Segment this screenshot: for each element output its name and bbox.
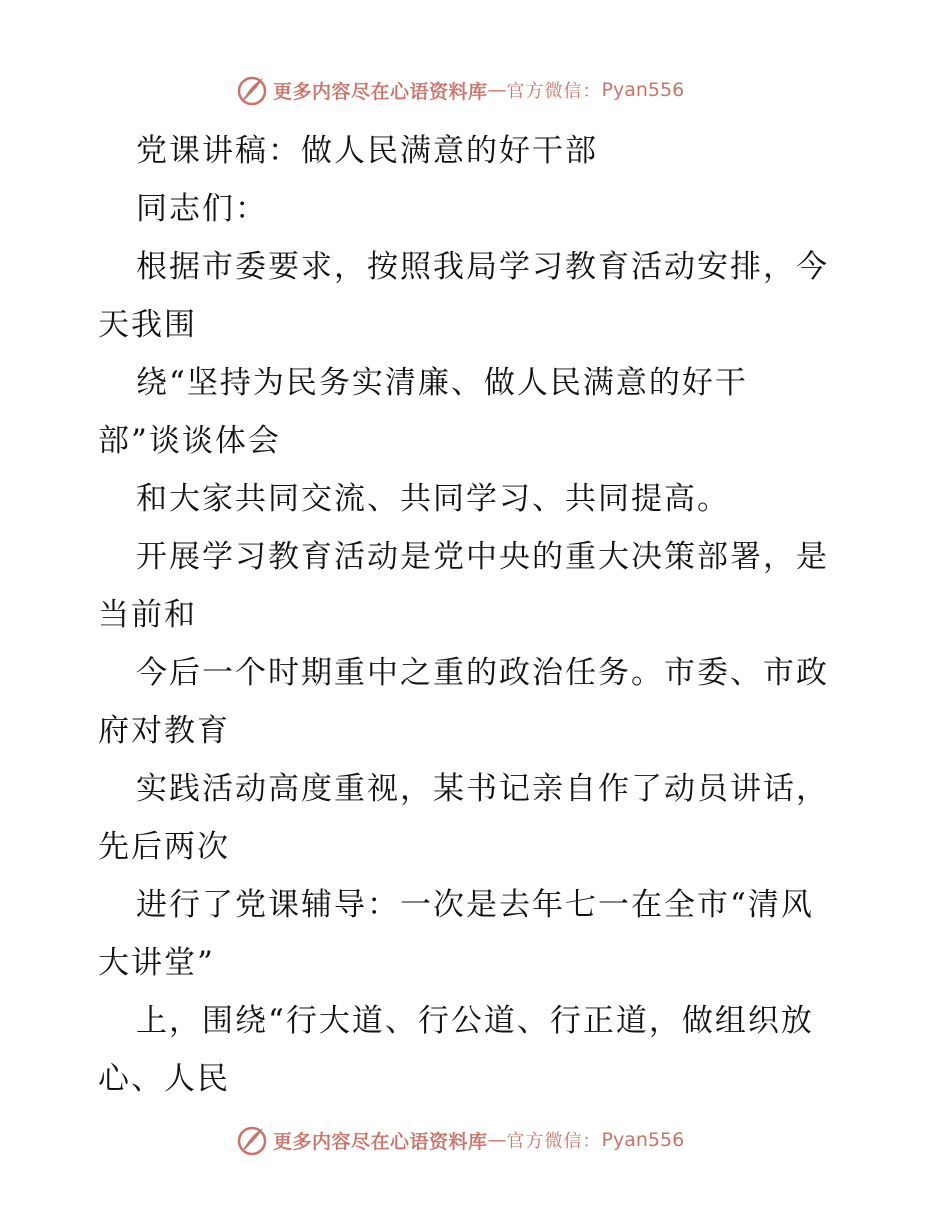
text-line: 根据市委要求，按照我局学习教育活动安排，今 bbox=[136, 249, 829, 285]
footer-watermark bbox=[235, 1122, 684, 1158]
watermark-text: 更多内容尽在心语资料库 bbox=[273, 1130, 488, 1153]
text-line: 和大家共同交流、共同学习、共同提高。 bbox=[136, 481, 730, 517]
text-line: 大讲堂” bbox=[98, 945, 215, 981]
text-line: 绕“坚持为民务实清廉、做人民满意的好干 bbox=[136, 365, 748, 401]
text-line: 开展学习教育活动是党中央的重大决策部署，是 bbox=[136, 539, 829, 575]
quill-logo-icon bbox=[235, 73, 269, 107]
text-line: 部”谈谈体会 bbox=[98, 423, 281, 459]
watermark-id: Pyan556 bbox=[601, 1129, 685, 1151]
text-line: 实践活动高度重视，某书记亲自作了动员讲话， bbox=[136, 771, 829, 807]
text-line: 先后两次 bbox=[98, 829, 230, 865]
watermark-dash: — bbox=[487, 1129, 507, 1151]
watermark-dash: — bbox=[487, 79, 507, 101]
text-line: 进行了党课辅导：一次是去年七一在全市“清风 bbox=[136, 887, 814, 923]
text-line: 府对教育 bbox=[98, 713, 230, 749]
text-line: 心、人民 bbox=[98, 1061, 230, 1097]
text-line: 今后一个时期重中之重的政治任务。市委、市政 bbox=[136, 655, 829, 691]
text-line: 党课讲稿：做人民满意的好干部 bbox=[136, 133, 598, 169]
watermark-label: 官方微信： bbox=[506, 81, 602, 102]
text-line: 同志们： bbox=[136, 191, 268, 227]
text-line: 上，围绕“行大道、行公道、行正道，做组织放 bbox=[136, 1003, 814, 1039]
watermark-text: 更多内容尽在心语资料库 bbox=[273, 80, 488, 103]
text-line: 当前和 bbox=[98, 597, 197, 633]
text-line: 天我围 bbox=[98, 307, 197, 343]
document-body bbox=[98, 122, 858, 1108]
header-watermark bbox=[235, 72, 684, 108]
watermark-id: Pyan556 bbox=[601, 79, 685, 101]
watermark-label: 官方微信： bbox=[506, 1131, 602, 1152]
quill-logo-icon bbox=[235, 1123, 269, 1157]
